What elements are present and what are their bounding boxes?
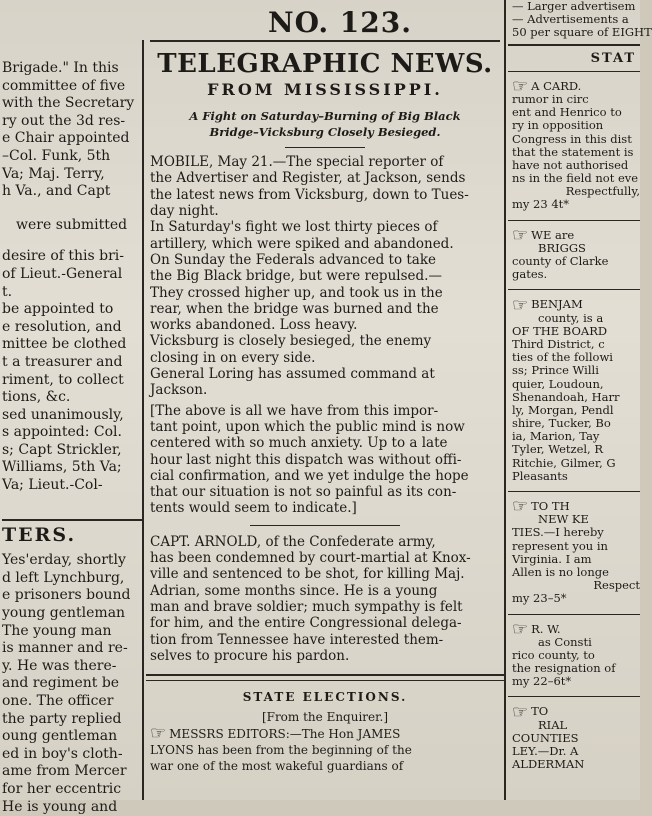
story-arnold <box>146 534 504 664</box>
section-rule <box>508 491 640 492</box>
text-line: is manner and re- <box>2 640 128 657</box>
pointing-hand-icon: ☞ <box>512 294 529 316</box>
text-line: have not authorised <box>512 157 629 172</box>
text-line: Yes'erday, shortly <box>2 552 126 569</box>
text-line: General Loring has assumed command at <box>150 366 435 383</box>
text-line: COUNTIES <box>512 730 579 745</box>
elections-source: [From the Enquirer.] <box>261 710 389 725</box>
text-line: be appointed to <box>2 301 114 318</box>
text-line: He is young and <box>2 798 118 815</box>
text-line: e resolution, and <box>2 318 122 335</box>
main-column <box>146 0 504 800</box>
pointing-hand-icon: ☞ <box>512 701 529 723</box>
text-line: s; Capt Strickler, <box>2 441 122 458</box>
text-line: rear, when the bridge was burned and the <box>150 300 439 317</box>
text-line: for him, and the entire Congressional delega- <box>150 615 462 632</box>
editorial-note <box>146 403 504 517</box>
text-line: one. The officer <box>2 693 114 709</box>
text-line: of Lieut.-General <box>2 265 123 282</box>
text-line: MESSRS EDITORS:—The Hon JAMES <box>169 726 401 741</box>
text-line: CAPT. ARNOLD, of the Confederate army, <box>150 533 436 550</box>
section-rule <box>508 696 640 697</box>
letters-section-title: TERS. <box>2 523 77 546</box>
headline: TELEGRAPHIC NEWS. <box>157 49 493 79</box>
text-line: hour last night this dispatch was without offi- <box>150 451 462 468</box>
text-line: centered with so much anxiety. Up to a late <box>150 435 448 452</box>
text-line: represent you in <box>512 538 608 553</box>
text-line: Ritchie, Gilmer, G <box>512 455 616 470</box>
text-line: that our situation is not so painful as its con- <box>150 484 457 501</box>
text-line: quier, Loudoun, <box>512 376 604 391</box>
text-line: ALDERMAN <box>512 757 585 772</box>
section-rule <box>2 519 142 521</box>
text-line: BENJAM <box>531 297 583 312</box>
text-line: t a treasurer and <box>2 353 123 370</box>
text-line: d left Lynchburg, <box>2 569 125 586</box>
text-line: county, is a <box>538 310 604 325</box>
text-line: as Consti <box>538 634 592 649</box>
elections-title: STATE ELECTIONS. <box>242 690 408 705</box>
text-line: A CARD. <box>531 78 582 93</box>
text-line: ia, Marion, Tay <box>512 429 600 444</box>
text-line: h Va., and Capt <box>2 183 111 200</box>
section-rule <box>508 71 640 72</box>
text-line: ville and sentenced to be shot, for killing Maj. <box>150 566 465 583</box>
story-elections <box>146 723 504 775</box>
text-line: In Saturday's fight we lost thirty pieces of <box>150 219 438 236</box>
text-line: TO TH <box>531 499 570 514</box>
text-line: ed in boy's cloth- <box>2 745 123 762</box>
text-line: Vicksburg is closely besieged, the enemy <box>150 333 432 350</box>
text-line: tions, &c. <box>2 389 71 406</box>
text-line: for her eccentric <box>2 780 122 797</box>
text-line: the latest news from Vicksburg, down to Tues- <box>150 186 469 203</box>
text-line: 50 per square of EIGHT <box>512 25 652 40</box>
text-line: Congress in this dist <box>512 131 632 146</box>
text-line: LYONS has been from the beginning of the <box>150 742 412 757</box>
text-line: cial confirmation, and we yet indulge the hope <box>150 467 469 484</box>
text-line: ties of the followi <box>512 350 613 365</box>
text-line: –Col. Funk, 5th <box>2 147 111 164</box>
text-line: committee of five <box>2 77 126 94</box>
ad-rw <box>508 619 640 693</box>
pointing-hand-icon: ☞ <box>512 618 529 640</box>
text-line: On Sunday the Federals advanced to take <box>150 251 437 268</box>
text-line: day night. <box>150 203 219 220</box>
dash-rule <box>285 147 365 148</box>
text-line: closing in on every side. <box>150 349 316 366</box>
text-line: The young man <box>2 622 112 639</box>
text-line: the Big Black bridge, but were repulsed.— <box>150 268 442 285</box>
text-line: y. He was there- <box>2 657 117 674</box>
text-line: Respectfully, <box>565 184 640 199</box>
text-line: Va; Maj. Terry, <box>2 165 105 182</box>
text-line: my 23–5* <box>512 591 567 606</box>
ad-new-kent <box>508 496 640 610</box>
text-line: selves to procure his pardon. <box>150 647 350 664</box>
headline-deck <box>146 109 504 142</box>
text-line: mittee be clothed <box>2 336 127 353</box>
column-rule-left <box>142 40 144 800</box>
text-line: MOBILE, May 21.—The special reporter of <box>150 154 444 171</box>
text-line: gates. <box>512 267 548 282</box>
left-top-text <box>2 60 142 201</box>
text-line: — Advertisements a <box>512 12 629 27</box>
issue-number: NO. 123. <box>267 6 413 39</box>
text-line: artillery, which were spiked and abandoned. <box>150 235 454 252</box>
text-line: NEW KE <box>538 512 589 527</box>
text-line: ent and Henrico to <box>512 105 622 120</box>
ad-benjamin <box>508 294 640 487</box>
deck-line: Bridge–Vicksburg Closely Besieged. <box>209 124 441 139</box>
text-line: t. <box>2 283 13 300</box>
pointing-hand-icon: ☞ <box>512 225 529 247</box>
text-line: shire, Tucker, Bo <box>512 416 611 431</box>
text-line: and regiment be <box>2 675 120 692</box>
text-line: Brigade." In this <box>2 60 119 76</box>
text-line: e prisoners bound <box>2 587 131 604</box>
text-line: war one of the most wakeful guardians of <box>150 759 404 774</box>
section-rule <box>508 614 640 615</box>
text-line: Pleasants <box>512 468 568 483</box>
column-rule-right <box>504 0 506 800</box>
letters-text <box>2 552 142 816</box>
text-line: — Larger advertisem <box>512 0 636 13</box>
subheadline: FROM MISSISSIPPI. <box>207 80 443 100</box>
story-vicksburg <box>146 154 504 398</box>
text-line: Adrian, some months since. He is a young <box>150 582 438 599</box>
text-line: OF THE BOARD <box>512 323 608 338</box>
text-line: were submitted <box>16 216 128 233</box>
text-line: sed unanimously, <box>2 406 124 423</box>
section-rule <box>146 674 504 676</box>
text-line: ry out the 3d res- <box>2 112 126 129</box>
text-line: rumor in circ <box>512 91 589 106</box>
text-line: ry in opposition <box>512 118 604 133</box>
text-line-with-hand <box>150 723 500 745</box>
text-line: LEY.—Dr. A <box>512 744 579 759</box>
text-line: desire of this bri- <box>2 248 125 265</box>
pointing-hand-icon: ☞ <box>512 496 529 518</box>
text-line: county of Clarke <box>512 254 609 269</box>
text-line: ame from Mercer <box>2 763 127 780</box>
text-line: oung gentleman <box>2 728 118 745</box>
text-line: BRIGGS <box>538 240 586 255</box>
left-column <box>0 0 142 815</box>
section-rule <box>146 680 504 681</box>
text-line: ns in the field not eve <box>512 171 639 186</box>
text-line: Tyler, Wetzel, R <box>512 442 604 457</box>
pointing-hand-icon: ☞ <box>150 723 167 745</box>
text-line: Respect <box>593 578 640 593</box>
pointing-hand-icon: ☞ <box>512 76 529 98</box>
text-line: R. W. <box>531 621 561 636</box>
text-line: Third District, c <box>512 336 605 351</box>
text-line: rico county, to <box>512 647 595 662</box>
text-line: Va; Lieut.-Col- <box>2 477 103 494</box>
text-line: WE are <box>531 227 575 242</box>
text-line: tion from Tennessee have interested them- <box>150 631 444 648</box>
ad-briggs <box>508 225 640 286</box>
text-line: Jackson. <box>150 382 208 399</box>
text-line: young gentleman <box>2 605 126 622</box>
text-line: TIES.—I hereby <box>512 525 604 540</box>
text-line: the resignation of <box>512 661 616 676</box>
text-line: s appointed: Col. <box>2 424 122 441</box>
text-line: [The above is all we have from this impor- <box>150 402 439 419</box>
text-line: e Chair appointed <box>2 130 130 147</box>
text-line: man and brave soldier; much sympathy is felt <box>150 598 463 615</box>
left-resolution-text <box>2 248 142 494</box>
text-line: ly, Morgan, Pendl <box>512 402 614 417</box>
text-line: the party replied <box>2 710 122 727</box>
text-line: with the Secretary <box>2 95 135 112</box>
state-heading: STAT <box>590 50 636 66</box>
text-line: my 22–6t* <box>512 674 572 689</box>
section-rule <box>508 220 640 221</box>
text-line: tant point, upon which the public mind is now <box>150 418 465 435</box>
text-line: that the statement is <box>512 144 634 159</box>
deck-line: A Fight on Saturday–Burning of Big Black <box>189 108 461 123</box>
text-line: my 23 4t* <box>512 197 570 212</box>
right-column <box>508 0 652 800</box>
text-line: RIAL <box>538 717 568 732</box>
rates-block <box>508 0 652 40</box>
ad-counties <box>508 701 640 775</box>
text-line: the Advertiser and Register, at Jackson, sends <box>150 170 466 187</box>
text-line: riment, to collect <box>2 371 124 388</box>
text-line: Williams, 5th Va; <box>2 459 122 476</box>
ad-card <box>508 76 640 216</box>
dash-rule <box>250 525 400 526</box>
text-line: tents would seem to indicate.] <box>150 500 357 517</box>
text-line: They crossed higher up, and took us in the <box>150 284 443 301</box>
text-line: has been condemned by court-martial at Knox- <box>150 550 471 567</box>
text-line: works abandoned. Loss heavy. <box>150 317 358 334</box>
text-line: Virginia. I am <box>512 551 592 566</box>
text-line: TO <box>531 704 549 719</box>
text-line: Allen is no longe <box>512 564 609 579</box>
text-line: Shenandoah, Harr <box>512 389 620 404</box>
text-line: ss; Prince Willi <box>512 363 599 378</box>
section-rule <box>508 289 640 290</box>
section-rule <box>508 44 640 46</box>
